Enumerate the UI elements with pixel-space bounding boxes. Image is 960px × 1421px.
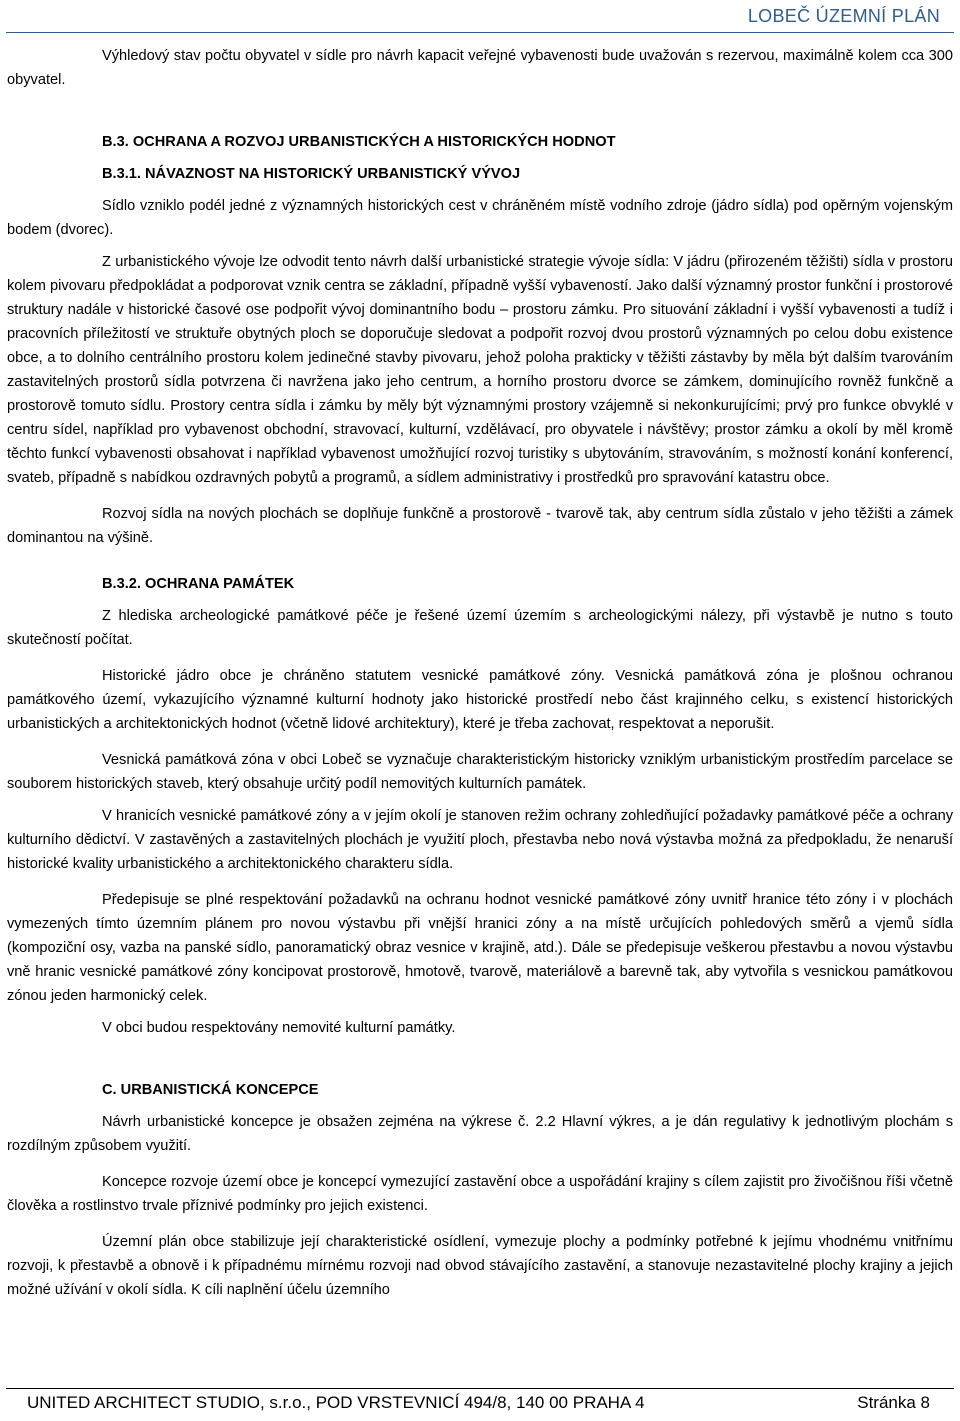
footer-divider: [6, 1388, 954, 1389]
paragraph-b32-2: Historické jádro obce je chráněno statutem vesnické památkové zóny. Vesnická památková zóna je plošnou ochranou památkového území, vykazujícího významné kulturní hodnoty jako historické prostředí nebo část krajinného celku, s existencí historických urbanistických a architektonických hodnot (včetně lidové architektury), které je třeba zachovat, respektovat a neporušit.: [7, 668, 953, 732]
paragraph-b32-5: Předepisuje se plné respektování požadavků na ochranu hodnot vesnické památkové zóny uvnitř hranice této zóny i v plochách vymezených tímto územním plánem pro novou výstavbu při vnější hranici zóny a na místě určujících pohledových směrů a vjemů sídla (kompoziční osy, vazba na panské sídlo, panoramatický obraz vesnice v krajině, atd.). Dále se předepisuje veškerou přestavbu a novou výstavbu vně hranic vesnické památkové zóny koncipovat prostorově, hmotově, tvarově, materiálově a barevně tak, aby vytvořila s vesnickou památkovou zónou jeden harmonický celek.: [7, 892, 953, 1004]
paragraph-c-1: Návrh urbanistické koncepce je obsažen zejména na výkrese č. 2.2 Hlavní výkres, a je dán regulativy k jednotlivým plochám s rozdílným způsobem využití.: [7, 1114, 953, 1154]
paragraph-b32-3: Vesnická památková zóna v obci Lobeč se vyznačuje charakteristickým historicky vzniklým urbanistickým prostředím parcelace se souborem historických staveb, který obsahuje určitý podíl nemovitých kulturních památek.: [7, 752, 953, 792]
paragraph-c-3: Územní plán obce stabilizuje její charakteristické osídlení, vymezuje plochy a podmínky potřebné k jejímu vhodnému vnitřnímu rozvoji, k přestavbě a obnově i k případnému mírnému rozvoji nad obvod stávajícího zastavění, a stanovuje nezastavitelné plochy krajiny a jejich možné užívání v okolí sídla. K cíli naplnění účelu územního: [7, 1234, 953, 1298]
paragraph-b31-1: Sídlo vzniklo podél jedné z významných historických cest v chráněném místě vodního zdroje (jádro sídla) pod opěrným vojenským bodem (dvorec).: [7, 198, 953, 238]
document-header-title: LOBEČ ÚZEMNÍ PLÁN: [747, 6, 940, 26]
section-heading-b31: B.3.1. NÁVAZNOST NA HISTORICKÝ URBANISTICKÝ VÝVOJ: [102, 166, 521, 182]
paragraph-c-2: Koncepce rozvoje území obce je koncepcí vymezující zastavění obce a uspořádání krajiny s cílem zajistit pro živočišnou říši včetně člověka a rostlinstvo trvale příznivé podmínky pro jejich existenci.: [7, 1174, 953, 1214]
intro-paragraph: Výhledový stav počtu obyvatel v sídle pro návrh kapacit veřejné vybavenosti bude uvažován s rezervou, maximálně kolem cca 300 obyvatel.: [7, 48, 953, 88]
paragraph-b32-1: Z hlediska archeologické památkové péče je řešené území územím s archeologickými nálezy, při výstavbě je nutno s touto skutečností počítat.: [7, 608, 953, 648]
paragraph-b32-4: V hranicích vesnické památkové zóny a v jejím okolí je stanoven režim ochrany zohledňující požadavky památkové péče a ochrany kulturního dědictví. V zastavěných a zastavitelných plochách je využití ploch, přestavba nebo nová výstavba možná za předpokladu, že nenaruší historické kvality urbanistického a architektonického charakteru sídla.: [7, 808, 953, 872]
document-body: [7, 44, 953, 1302]
paragraph-b32-6: V obci budou respektovány nemovité kulturní památky.: [102, 1020, 456, 1036]
section-heading-b32: B.3.2. OCHRANA PAMÁTEK: [102, 576, 295, 592]
footer-page-number: Stránka 8: [857, 1393, 930, 1412]
paragraph-b31-2: Z urbanistického vývoje lze odvodit tento návrh další urbanistické strategie vývoje sídla: V jádru (přirozeném těžišti) sídla v prostoru kolem pivovaru předpokládat a podporovat vznik centra se základní, případně vyšší vybaveností. Jako další významný prostor funkční i prostorové struktury nadále v historické časové ose podpořit vývoj dominantního bodu – prostoru zámku. Pro situování základní i vyšší vybavenosti a tudíž i pracovních příležitostí ve struktuře obytných ploch se doporučuje sledovat a podpořit rozvoj dvou prostorů významných po celou dobu existence obce, a to dolního centrálního prostoru kolem jedinečné stavby pivovaru, jehož poloha prakticky v těžišti zástavby by měla být dalším tvarováním zastavitelných prostorů sídla potvrzena či navržena jako jeho centrum, a horního prostoru dvorce se zámkem, dominujícího rovněž funkčně a prostorově tomuto sídlu. Prostory centra sídla i zámku by měly být významnými prostory vzájemně si nekonkurujícími; prvý pro funkce obvyklé v centru sídel, například pro vybavenost obchodní, stravovací, kulturní, vzdělávací, pro obyvatele i návštěvy; prostor zámku a okolí by měl kromě těchto funkcí vybavenosti obsahovat i například vybavenost umožňující rozvoj turistiky s ubytováním, stravováním, s možností konání konferencí, svateb, případně s nabídkou ozdravných pobytů a programů, a sídlem administrativy i prostředků pro spravování katastru obce.: [7, 254, 953, 486]
footer-company-address: UNITED ARCHITECT STUDIO, s.r.o., POD VRSTEVNICÍ 494/8, 140 00 PRAHA 4: [27, 1393, 645, 1412]
section-heading-b3: B.3. OCHRANA A ROZVOJ URBANISTICKÝCH A HISTORICKÝCH HODNOT: [102, 134, 616, 150]
header-divider: [6, 32, 954, 33]
section-heading-c: C. URBANISTICKÁ KONCEPCE: [102, 1082, 319, 1098]
paragraph-b31-3: Rozvoj sídla na nových plochách se doplňuje funkčně a prostorově - tvarově tak, aby centrum sídla zůstalo v jeho těžišti a zámek dominantou na výšině.: [7, 506, 953, 546]
